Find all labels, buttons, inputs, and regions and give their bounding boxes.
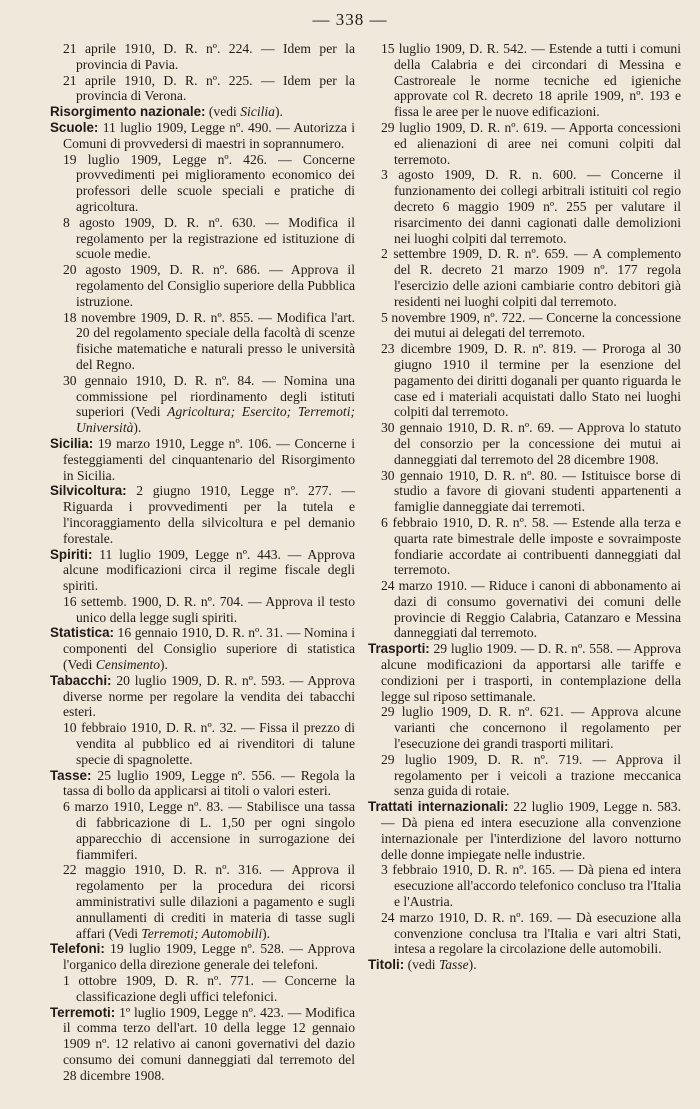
entry-keyword: Tabacchi:	[50, 672, 112, 688]
entry-text: 5 novembre 1909, nº. 722. — Concerne la concessione dei mutui ai delegati del terremoto.	[381, 309, 681, 341]
index-subentry	[368, 515, 681, 578]
entry-text: 30 gennaio 1910, D. R. nº. 69. — Approva lo statuto del consorzio per la concessione dei mutui ai danneggiati dal terremoto del 28 dicembre 1908.	[381, 420, 681, 467]
index-heading-entry	[50, 625, 355, 672]
entry-text: 24 marzo 1910. — Riduce i canoni di abbonamento ai dazi di consumo governativi dei comuni delle provincie di Reggio Calabria, Catanzaro e Messina danneggiati dal terremoto.	[381, 578, 681, 641]
entry-text-end: ).	[262, 925, 271, 941]
entry-reference: Sicilia	[240, 104, 275, 120]
entry-reference: Terremoti; Automobili	[141, 925, 263, 941]
entry-text: 29 luglio 1909, D. R. nº. 619. — Apporta concessioni ed alienazioni di aree nei comuni colpiti dal terremoto.	[381, 119, 681, 167]
entry-text-end: ).	[160, 657, 168, 673]
index-heading-entry	[50, 941, 355, 973]
index-subentry	[50, 262, 355, 309]
index-subentry	[50, 310, 355, 373]
index-heading-entry	[50, 547, 355, 594]
entry-text: 3 febbraio 1910, D. R. nº. 165. — Dà piena ed intera esecuzione all'accordo telefonico concluso tra l'Italia e l'Austria.	[381, 862, 681, 910]
entry-reference: Agricoltura; Esercito; Terremoti; Università	[76, 404, 356, 436]
index-subentry	[50, 215, 355, 262]
entry-text: 6 marzo 1910, Legge nº. 83. — Stabilisce una tassa di fabbricazione di L. 1,50 per ogni singolo apparecchio di accensione in surrogazione dei fiammiferi.	[63, 799, 355, 862]
index-heading-entry	[368, 799, 681, 862]
entry-text: 2 settembre 1909, D. R. nº. 659. — A complemento del R. decreto 21 marzo 1909 nº. 177 regola l'esercizio delle azioni cambiarie contro debitori già residenti nei luoghi colpiti dal terremoto.	[381, 246, 681, 309]
entry-keyword: Sicilia:	[50, 435, 94, 451]
entry-text: 21 aprile 1910, D. R. nº. 225. — Idem per la provincia di Verona.	[63, 72, 355, 104]
index-subentry	[50, 720, 355, 767]
entry-text-end: ).	[274, 104, 283, 120]
index-subentry	[368, 120, 681, 167]
index-subentry	[368, 704, 681, 751]
index-heading-entry	[50, 673, 355, 720]
entry-text: 11 luglio 1909, Legge nº. 443. — Approva alcune modificazioni circa il regime fiscale degli spiriti.	[63, 546, 355, 594]
entry-text: 19 luglio 1909, Legge nº. 528. — Approva l'organico della direzione generale dei telefoni.	[63, 941, 355, 973]
index-subentry	[50, 799, 355, 862]
index-subentry	[368, 310, 681, 342]
index-subentry	[368, 167, 681, 246]
index-subentry	[50, 41, 355, 73]
entry-reference: Censimento	[95, 657, 161, 673]
index-subentry	[368, 910, 681, 957]
entry-text: 1 ottobre 1909, D. R. nº. 771. — Concerne la classificazione degli uffici telefonici.	[63, 973, 355, 1004]
entry-text: 30 gennaio 1910, D. R. nº. 84. — Nomina una commissione pel riordinamento degli istituti superiori (Vedi	[63, 372, 355, 420]
index-subentry	[50, 152, 355, 215]
index-subentry	[368, 752, 681, 799]
entry-text-end: ).	[468, 957, 477, 973]
index-subentry	[368, 862, 681, 909]
entry-text: (vedi	[205, 104, 241, 120]
page-number: — 338 —	[312, 10, 388, 29]
index-heading-entry	[50, 483, 355, 546]
index-heading-entry	[368, 957, 681, 973]
entry-text: 1º luglio 1909, Legge nº. 423. — Modifica il comma terzo dell'art. 10 della legge 12 gennaio 1909 nº. 12 relativo ai canoni governativi del dazio consumo dei comuni danneggiati dal terremoto del 28 dicembre 1908.	[63, 1004, 355, 1083]
entry-keyword: Telefoni:	[50, 941, 105, 957]
entry-text: 16 gennaio 1910, D. R. nº. 31. — Nomina i componenti del Consiglio superiore di statistica (Vedi	[63, 625, 355, 673]
entry-text: 29 luglio 1909. — D. R. nº. 558. — Approva alcune modificazioni da apportarsi alle tariffe e condizioni per i trasporti, in contemplazione della legge sul riposo settimanale.	[381, 641, 681, 704]
entry-keyword: Silvicoltura:	[50, 483, 127, 499]
entry-text: 21 aprile 1910, D. R. nº. 224. — Idem per la provincia di Pavia.	[63, 41, 355, 72]
index-subentry	[50, 594, 355, 626]
entry-text: 10 febbraio 1910, D. R. nº. 32. — Fissa il prezzo di vendita al pubblico ed ai rivenditori di talune specie di spagnolette.	[63, 720, 355, 767]
entry-text: 8 agosto 1909, D. R. nº. 630. — Modifica il regolamento per la registrazione ed istituzione di scuole medie.	[63, 214, 355, 262]
index-subentry	[368, 341, 681, 420]
entry-text: (vedi	[404, 957, 439, 973]
index-subentry	[50, 973, 355, 1005]
entry-keyword: Spiriti:	[50, 546, 93, 562]
entry-text: 23 dicembre 1909, D. R. nº. 819. — Proroga al 30 giugno 1910 il termine per la esenzione del pagamento dei diritti doganali per quanto riguarda le case ed i materiali acquistati dallo Stato nei luoghi colpiti dal terremoto.	[381, 341, 681, 420]
index-heading-entry	[50, 104, 355, 120]
entry-keyword: Trasporti:	[368, 641, 430, 657]
entry-text: 29 luglio 1909, D. R. nº. 719. — Approva il regolamento per i veicoli a trazione meccanica senza guida di rotaie.	[381, 751, 681, 799]
entry-text: 22 luglio 1909, Legge n. 583. — Dà piena ed intera esecuzione alla convenzione internazionale per l'interdizione del lavoro notturno delle donne impiegate nelle industrie.	[381, 799, 681, 862]
index-subentry	[368, 578, 681, 641]
index-subentry	[368, 246, 681, 309]
entry-text: 20 agosto 1909, D. R. nº. 686. — Approva il regolamento del Consiglio superiore della Pubblica istruzione.	[63, 262, 355, 309]
entry-keyword: Terremoti:	[50, 1004, 116, 1020]
entry-text: 15 luglio 1909, D. R. 542. — Estende a tutti i comuni della Calabria e dei circondari di Messina e Castroreale le norme tecniche ed igieniche approvate col R. decreto 18 aprile 1909, nº. 193 e fissa le aree per le nuove edificazioni.	[381, 41, 681, 120]
entry-text: 22 maggio 1910, D. R. nº. 316. — Approva il regolamento per la procedura dei ricorsi amministrativi sulle dilazioni a pagamento e sugli annullamenti di crediti in materia di tasse sugli affari (Vedi	[63, 862, 355, 941]
left-column	[50, 41, 355, 1084]
entry-keyword: Tasse:	[50, 767, 92, 783]
entry-text: 20 luglio 1909, D. R. nº. 593. — Approva diverse norme per regolare la vendita dei tabacchi esteri.	[63, 672, 355, 720]
entry-text: 19 luglio 1909, Legge nº. 426. — Concerne provvedimenti pei miglioramento economico dei professori delle scuole speciali e pratiche di agricoltura.	[63, 151, 355, 214]
entry-text-end: ).	[133, 420, 142, 436]
entry-keyword: Titoli:	[368, 957, 405, 973]
entry-text: 16 settemb. 1900, D. R. nº. 704. — Approva il testo unico della legge sugli spiriti.	[63, 593, 355, 625]
entry-text: 30 gennaio 1910, D. R. nº. 80. — Istituisce borse di studio a favore di giovani studenti appartenenti a famiglie danneggiate dai terremoti.	[381, 467, 681, 515]
index-heading-entry	[50, 120, 355, 152]
entry-text: 25 luglio 1909, Legge nº. 556. — Regola la tassa di bollo da applicarsi ai titoli o valori esteri.	[63, 767, 355, 799]
index-subentry	[368, 468, 681, 515]
index-subentry	[50, 862, 355, 941]
index-heading-entry	[368, 641, 681, 704]
entry-keyword: Scuole:	[50, 119, 99, 135]
index-subentry	[50, 373, 355, 436]
entry-keyword: Risorgimento nazionale:	[50, 104, 206, 120]
entry-text: 6 febbraio 1910, D. R. nº. 58. — Estende alla terza e quarta rate bimestrale delle imposte e sovraimposte fondiarie accordate ai contribuenti danneggiati dal terremoto.	[381, 514, 681, 578]
index-heading-entry	[50, 768, 355, 800]
entry-text: 3 agosto 1909, D. R. n. 600. — Concerne il funzionamento dei collegi arbitrali istituiti col regio decreto 6 maggio 1909 nº. 255 per valutare il risarcimento dei danni cagionati dalle demolizioni nei luoghi colpiti dal terremoto.	[381, 167, 681, 246]
right-column	[368, 41, 681, 973]
entry-reference: Tasse	[438, 957, 469, 973]
entry-text: 24 marzo 1910, D. R. nº. 169. — Dà esecuzione alla convenzione conclusa tra l'Italia e vari altri Stati, intesa a regolare la circolazione delle automobili.	[381, 909, 681, 957]
index-heading-entry	[50, 1005, 355, 1084]
entry-keyword: Trattati internazionali:	[368, 799, 509, 815]
index-heading-entry	[50, 436, 355, 483]
entry-text: 18 novembre 1909, D. R. nº. 855. — Modifica l'art. 20 del regolamento speciale della facoltà di scenze fisiche matematiche e naturali presso le università del Regno.	[63, 309, 355, 372]
index-subentry	[368, 420, 681, 467]
entry-keyword: Statistica:	[50, 625, 114, 641]
index-subentry	[50, 73, 355, 105]
index-subentry	[368, 41, 681, 120]
entry-text: 2 giugno 1910, Legge nº. 277. — Riguarda i provvedimenti per la tutela e l'incoraggiamento della silvicoltura e pel demanio forestale.	[63, 483, 355, 546]
entry-text: 29 luglio 1909, D. R. nº. 621. — Approva alcune varianti che concernono il regolamento per l'esecuzione dei grandi trasporti militari.	[381, 704, 681, 752]
entry-text: 11 luglio 1909, Legge nº. 490. — Autorizza i Comuni di provvedersi di maestri in soprannumero.	[63, 119, 355, 151]
entry-text: 19 marzo 1910, Legge nº. 106. — Concerne i festeggiamenti del cinquantenario del Risorgimento in Sicilia.	[63, 435, 355, 483]
